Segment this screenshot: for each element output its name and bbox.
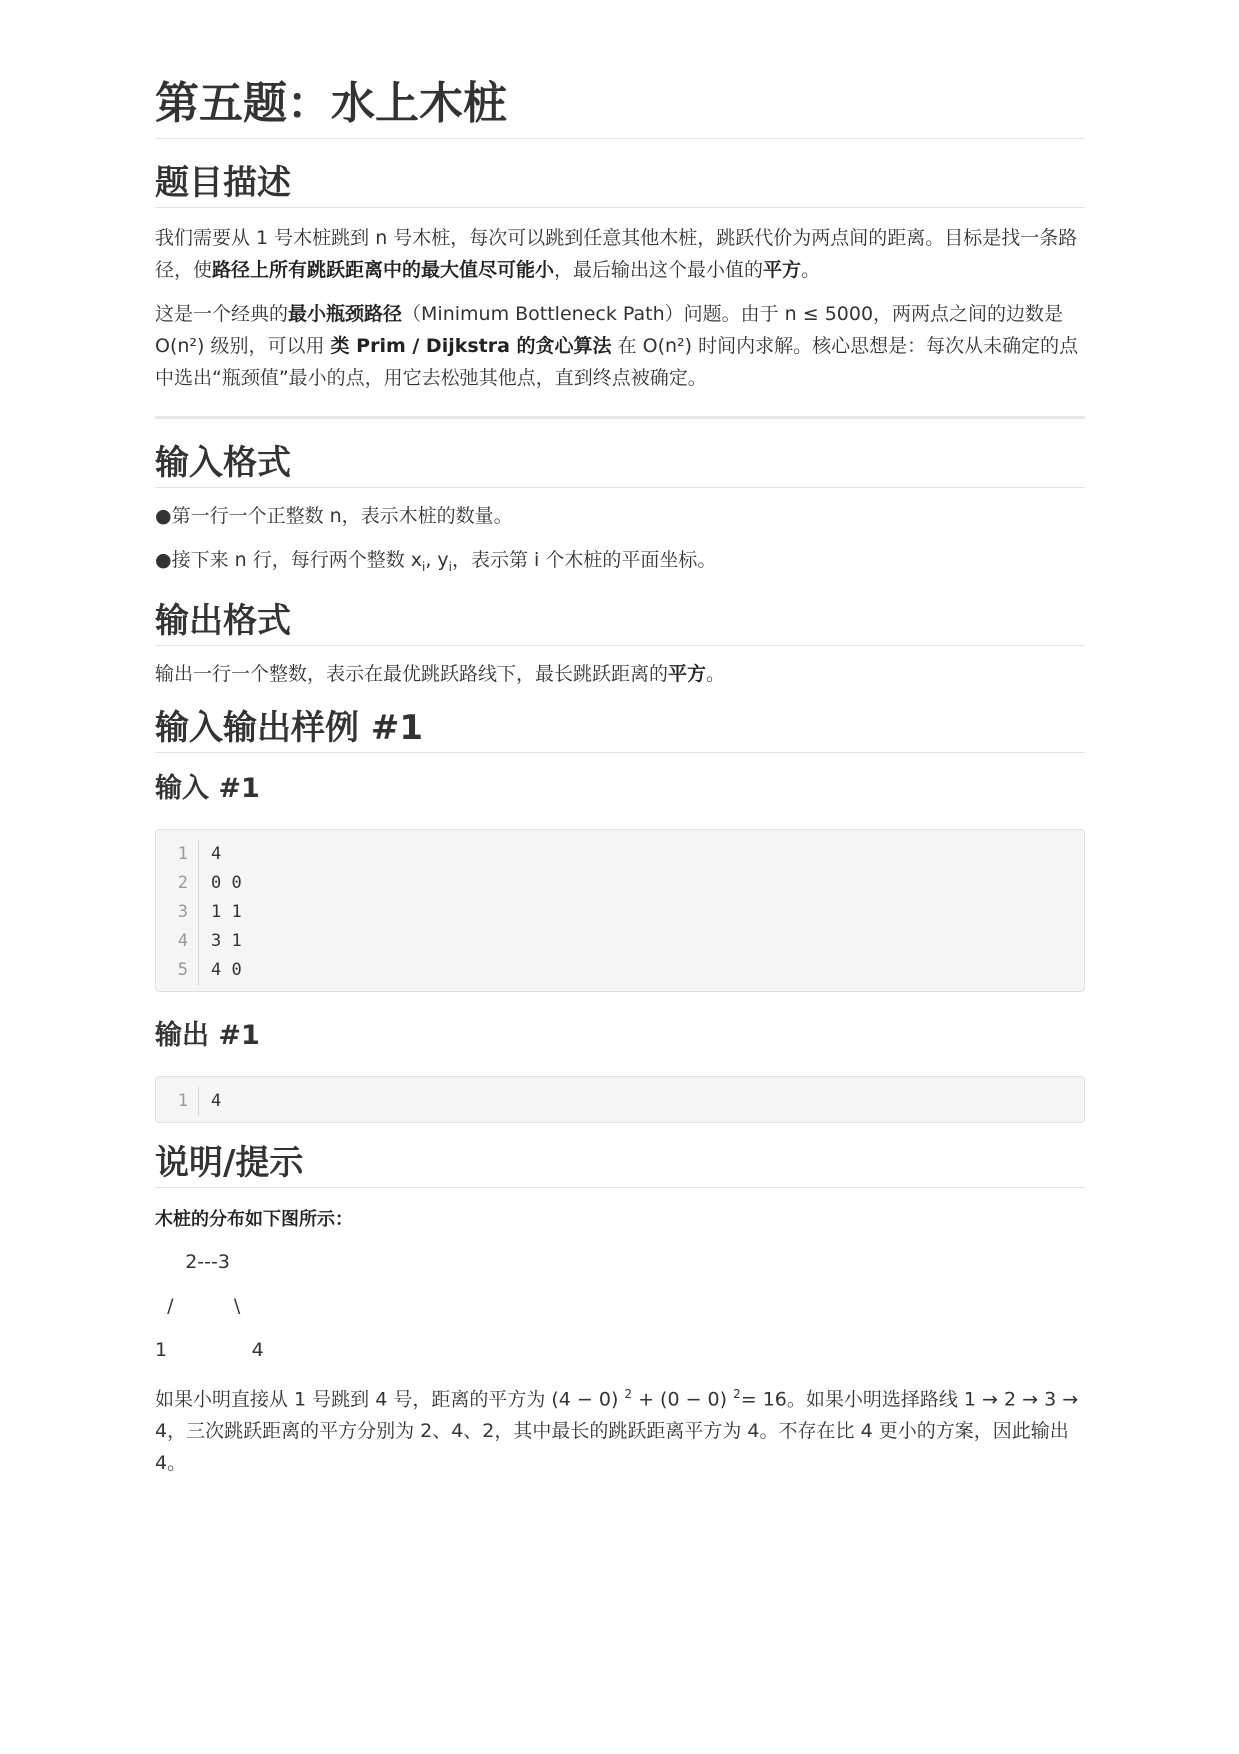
- input-format-bullet-1: ●第一行一个正整数 n，表示木桩的数量。: [155, 505, 513, 527]
- text-segment: 在 O(n²) 时间内求解。核心思想是：每次从未确定的点中选出“瓶颈值”最小的点，用它去松弛其他点，直到终点被确定。: [155, 335, 1079, 389]
- code-text: 0 0: [211, 872, 242, 893]
- text-segment: ，最后输出这个最小值的: [554, 259, 764, 281]
- line-number: 5: [156, 956, 199, 985]
- page-title: 第五题：水上木桩: [155, 72, 1085, 139]
- input-format-heading: 输入格式: [155, 439, 1085, 488]
- code-line: [156, 927, 1084, 956]
- bold-text: 最小瓶颈路径: [288, 303, 403, 325]
- bold-text: 平方: [668, 662, 707, 685]
- code-line: [156, 869, 1084, 898]
- text-segment: 。: [801, 259, 821, 281]
- text-segment: 输出一行一个整数，表示在最优跳跃路线下，最长跳跃距离的: [155, 662, 669, 685]
- code-line: [156, 1087, 1084, 1116]
- sample-input-heading: 输入 #1: [155, 772, 260, 804]
- code-text: 3 1: [211, 930, 242, 951]
- hint-intro: 木桩的分布如下图所示：: [155, 1208, 353, 1230]
- sample-heading: 输入输出样例 #1: [155, 704, 1085, 753]
- line-number: 1: [156, 840, 199, 869]
- bold-text: 平方: [763, 259, 802, 281]
- input-format-bullet-2: ●接下来 n 行，每行两个整数 $x_i$, $y_i$，表示第 i 个木桩的平面坐标。: [155, 549, 717, 574]
- code-text: 4: [211, 843, 222, 864]
- text-segment: 这是一个经典的: [155, 303, 289, 325]
- description-paragraph-1: [155, 222, 1085, 286]
- diagram-line-2: / \: [155, 1294, 241, 1317]
- code-text: 1 1: [211, 901, 242, 922]
- diagram-line-3: 1 4: [155, 1338, 264, 1361]
- hint-heading: 说明/提示: [155, 1139, 1085, 1188]
- line-number: 1: [156, 1087, 199, 1116]
- text-segment: 。: [706, 662, 726, 685]
- document: [155, 72, 1085, 1479]
- bold-text: 类 Prim / Dijkstra 的贪心算法: [330, 335, 612, 357]
- sample-output-heading: 输出 #1: [155, 1019, 260, 1051]
- line-number: 3: [156, 898, 199, 927]
- diagram-line-1: 2---3: [155, 1250, 230, 1273]
- sample-output-code-block[interactable]: [155, 1076, 1085, 1123]
- code-text: 4 0: [211, 959, 242, 980]
- description-paragraph-2: [155, 298, 1085, 394]
- code-line: [156, 898, 1084, 927]
- code-line: [156, 956, 1084, 985]
- code-line: [156, 840, 1084, 869]
- line-number: 4: [156, 927, 199, 956]
- text-segment: （Minimum Bottleneck Path）问题。由于 n ≤ 5000，两两点之间的边数是 O(n²) 级别，可以用: [155, 303, 1064, 357]
- output-format-heading: 输出格式: [155, 597, 1085, 646]
- code-text: 4: [211, 1090, 222, 1111]
- sample-input-code-block[interactable]: [155, 829, 1085, 992]
- description-heading: 题目描述: [155, 159, 1085, 208]
- line-number: 2: [156, 869, 199, 898]
- hint-explanation: 如果小明直接从 1 号跳到 4 号，距离的平方为 (4 − 0) $^2$ + (0 − 0) $^2$= 16。如果小明选择路线 1 → 2 → 3 → 4，三次跳跃距离的平方分别为 2、4、2，其中最长的跳跃距离平方为 4。不存在比 4 更小的方案，因此输出 4。: [155, 1386, 1079, 1475]
- bold-text: 路径上所有跳跃距离中的最大值尽可能小: [212, 259, 555, 281]
- output-format-paragraph: [155, 658, 1085, 690]
- text-segment: 我们需要从 1 号木桩跳到 n 号木桩，每次可以跳到任意其他木桩，跳跃代价为两点间的距离。目标是找一条路径，使: [155, 227, 1078, 281]
